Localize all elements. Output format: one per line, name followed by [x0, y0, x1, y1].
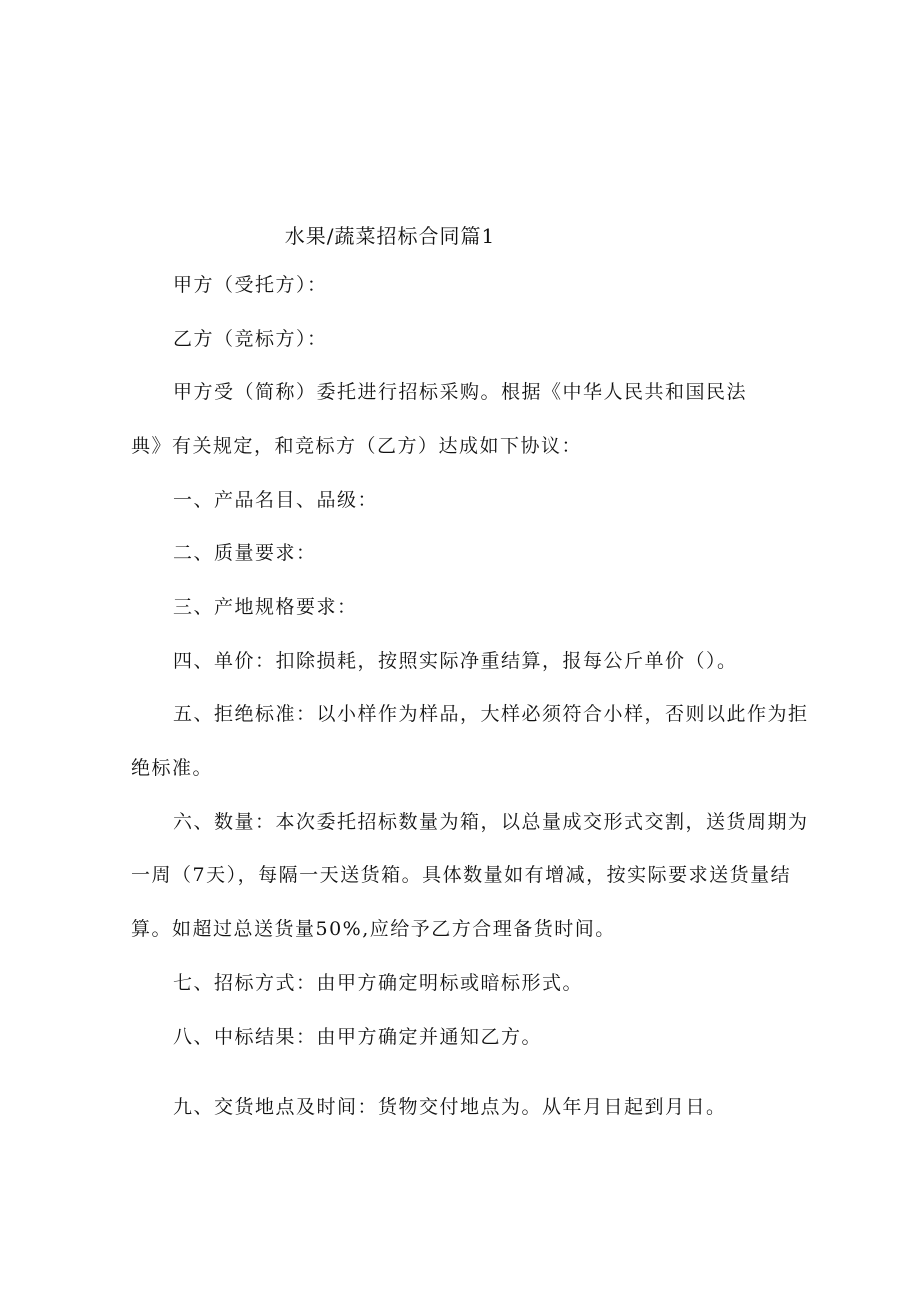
clause-9: 九、交货地点及时间：货物交付地点为。从年月日起到月日。	[173, 1096, 727, 1118]
clause-8: 八、中标结果：由甲方确定并通知乙方。	[173, 1026, 543, 1048]
clause-7: 七、招标方式：由甲方确定明标或暗标形式。	[173, 972, 584, 994]
clause-5-line-1: 五、拒绝标准：以小样作为样品，大样必须符合小样，否则以此作为拒	[173, 703, 809, 725]
clause-1: 一、产品名目、品级：	[173, 489, 379, 511]
clause-4: 四、单价：扣除损耗，按照实际净重结算，报每公斤单价（）。	[173, 650, 738, 672]
clause-3: 三、产地规格要求：	[173, 596, 358, 618]
intro-paragraph-line-2: 典》有关规定，和竞标方（乙方）达成如下协议：	[131, 435, 583, 457]
document-title: 水果/蔬菜招标合同篇1	[284, 224, 496, 248]
party-a-line: 甲方（受托方）：	[173, 274, 328, 296]
clause-6-line-2: 一周（7天），每隔一天送货箱。具体数量如有增减，按实际要求送货量结	[131, 864, 792, 886]
party-b-line: 乙方（竞标方）：	[173, 328, 328, 350]
clause-5-line-2: 绝标准。	[131, 757, 214, 779]
intro-paragraph-line-1: 甲方受（简称）委托进行招标采购。根据《中华人民共和国民法	[173, 381, 748, 403]
clause-6-line-3: 算。如超过总送货量50%,应给予乙方合理备货时间。	[131, 918, 616, 940]
clause-6-line-1: 六、数量：本次委托招标数量为箱，以总量成交形式交割，送货周期为	[173, 811, 809, 833]
clause-2: 二、质量要求：	[173, 542, 317, 564]
